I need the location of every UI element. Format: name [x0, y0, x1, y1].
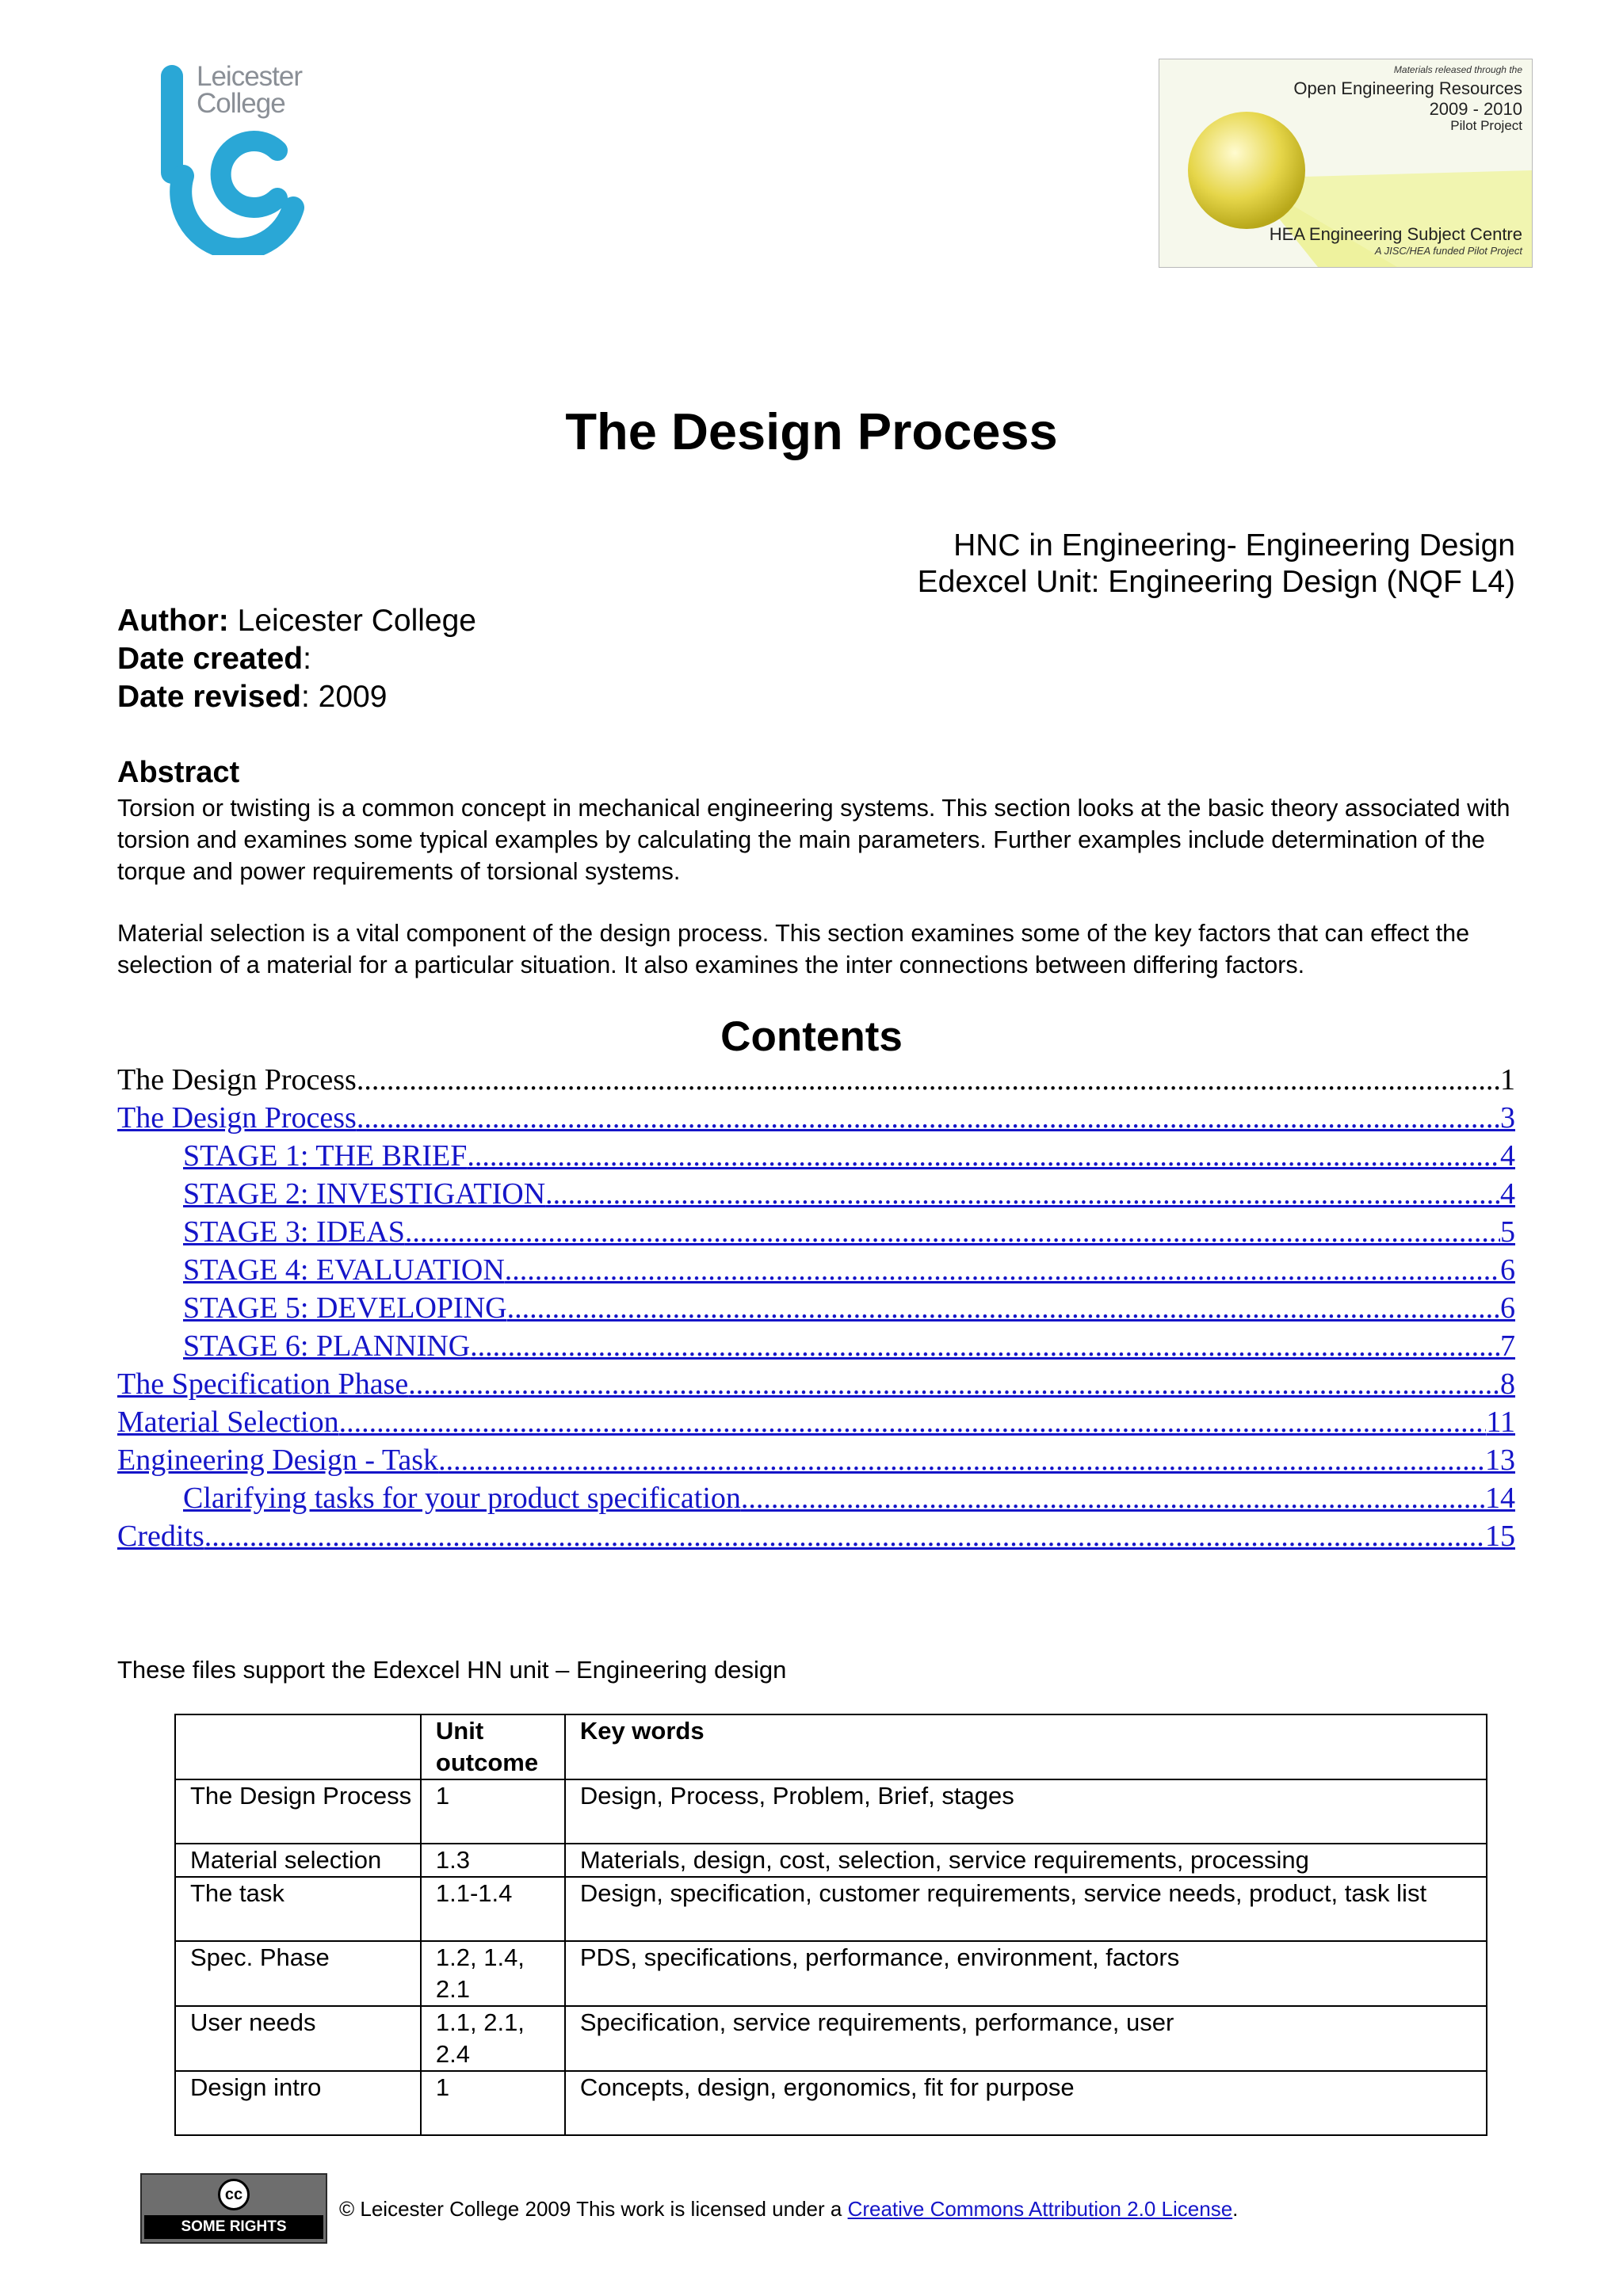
table-cell: The Design Process: [175, 1779, 421, 1844]
toc-link[interactable]: STAGE 3: IDEAS ..... 5: [183, 1213, 1515, 1251]
cc-badge-text: SOME RIGHTS RESERVED: [144, 2215, 323, 2239]
table-cell: User needs: [175, 2006, 421, 2071]
oer-pilot-logo: [1159, 59, 1533, 268]
toc-link[interactable]: Engineering Design - Task ..... 13: [117, 1441, 1515, 1479]
table-row: [175, 2006, 1487, 2071]
oer-years: 2009 - 2010: [1429, 99, 1522, 119]
toc-link[interactable]: STAGE 1: THE BRIEF ..... 4: [183, 1137, 1515, 1175]
table-row: [175, 1877, 1487, 1941]
author-line: Author: Leicester College: [117, 604, 476, 638]
unit-subtitle: Edexcel Unit: Engineering Design (NQF L4): [917, 565, 1515, 599]
table-cell: Spec. Phase: [175, 1941, 421, 2006]
toc-link[interactable]: The Specification Phase ..... 8: [117, 1365, 1515, 1403]
toc-link[interactable]: The Design Process ..... 3: [117, 1099, 1515, 1137]
leicester-college-logo: [158, 57, 317, 255]
toc-link[interactable]: STAGE 4: EVALUATION ..... 6: [183, 1251, 1515, 1289]
table-row: [175, 1779, 1487, 1844]
creative-commons-badge[interactable]: [140, 2173, 327, 2259]
oer-caption: Materials released through the: [1393, 64, 1522, 75]
table-cell: Specification, service requirements, performance, user: [565, 2006, 1487, 2071]
table-cell: 1.1-1.4: [421, 1877, 565, 1941]
license-link[interactable]: Creative Commons Attribution 2.0 License: [847, 2197, 1233, 2221]
date-created-line: Date created:: [117, 642, 311, 676]
cc-icon: cc: [218, 2179, 250, 2210]
oer-pilot: Pilot Project: [1450, 118, 1522, 133]
toc-link[interactable]: STAGE 6: PLANNING ..... 7: [183, 1327, 1515, 1365]
document-title: The Design Process: [565, 402, 1058, 460]
table-header-cell: Key words: [565, 1714, 1487, 1779]
table-row: [175, 1941, 1487, 2006]
abstract-heading: Abstract: [117, 756, 240, 789]
table-cell: 1: [421, 2071, 565, 2135]
date-revised-line: Date revised: 2009: [117, 680, 388, 714]
table-row: [175, 2071, 1487, 2135]
course-subtitle: HNC in Engineering- Engineering Design: [953, 528, 1515, 563]
table-cell: 1.1, 2.1, 2.4: [421, 2006, 565, 2071]
toc-link[interactable]: STAGE 2: INVESTIGATION ..... 4: [183, 1175, 1515, 1213]
table-header-cell: Unit outcome: [421, 1714, 565, 1779]
table-cell: 1.3: [421, 1844, 565, 1877]
unit-outcome-table: [174, 1714, 1487, 2136]
table-header-cell: [175, 1714, 421, 1779]
table-cell: 1: [421, 1779, 565, 1844]
toc-entry: The Design Process ..... 1: [117, 1061, 1515, 1099]
table-header-row: [175, 1714, 1487, 1779]
table-cell: Materials, design, cost, selection, service requirements, processing: [565, 1844, 1487, 1877]
table-row: [175, 1844, 1487, 1877]
contents-heading: Contents: [720, 1013, 903, 1060]
table-cell: Design, Process, Problem, Brief, stages: [565, 1779, 1487, 1844]
lc-logo-text: Leicester College: [197, 61, 303, 119]
toc-link[interactable]: Clarifying tasks for your product specification ..... 14: [183, 1479, 1515, 1517]
table-cell: Material selection: [175, 1844, 421, 1877]
oer-title: Open Engineering Resources: [1293, 78, 1522, 98]
files-support-note: These files support the Edexcel HN unit – Engineering design: [117, 1656, 787, 1684]
abstract-paragraph: Torsion or twisting is a common concept in mechanical engineering systems. This section looks at the basic theory associated with torsion and examines some typical examples by calculating the main parameters. Further examples include determination of the torque and power requirements of torsional systems.: [117, 795, 1510, 885]
table-cell: Design intro: [175, 2071, 421, 2135]
oer-centre: HEA Engineering Subject Centre: [1269, 224, 1522, 244]
table-cell: Design, specification, customer requirements, service needs, product, task list: [565, 1877, 1487, 1941]
toc-link[interactable]: Material Selection ..... 11: [117, 1403, 1515, 1441]
toc-link[interactable]: STAGE 5: DEVELOPING ..... 6: [183, 1289, 1515, 1327]
toc-link[interactable]: Credits ..... 15: [117, 1517, 1515, 1555]
table-cell: 1.2, 1.4, 2.1: [421, 1941, 565, 2006]
abstract-paragraph: Material selection is a vital component of the design process. This section examines some of the key factors that can effect the selection of a material for a particular situation. It also examines the inter connections between differing factors.: [117, 920, 1470, 978]
table-cell: The task: [175, 1877, 421, 1941]
table-cell: Concepts, design, ergonomics, fit for purpose: [565, 2071, 1487, 2135]
oer-funding: A JISC/HEA funded Pilot Project: [1374, 245, 1522, 257]
table-cell: PDS, specifications, performance, environment, factors: [565, 1941, 1487, 2006]
license-line: © Leicester College 2009 This work is licensed under a Creative Commons Attribution 2.0 License.: [339, 2197, 1239, 2221]
